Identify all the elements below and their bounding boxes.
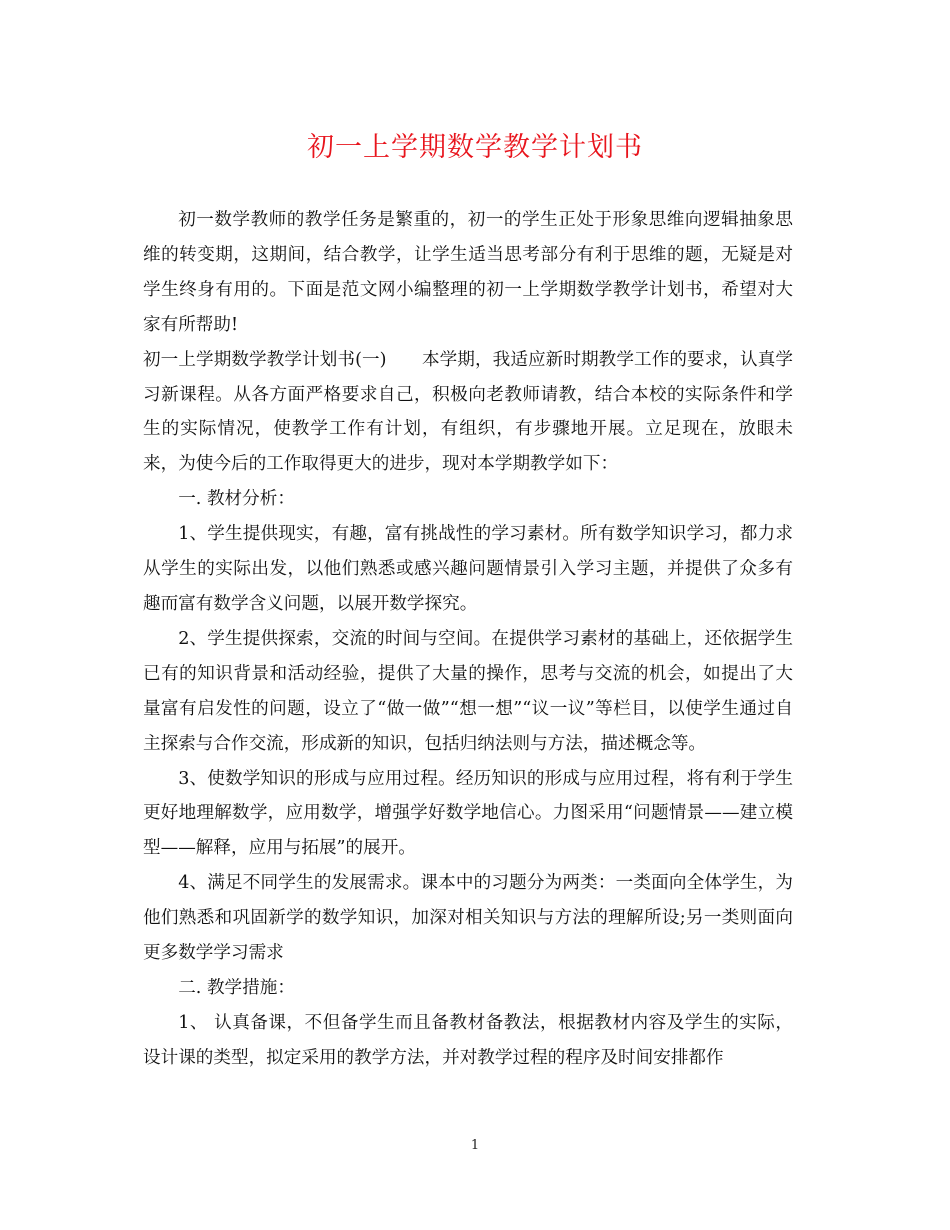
page-number: 1 bbox=[470, 1138, 480, 1153]
intro-paragraph: 初一数学教师的教学任务是繁重的，初一的学生正处于形象思维向逻辑抽象思维的转变期，这期间，结合教学，让学生适当思考部分有利于思维的题，无疑是对学生终身有用的。下面是范文网小编整理的初一上学期数学教学计划书，希望对大家有所帮助! bbox=[143, 210, 793, 335]
materials-item-1: 1、学生提供现实，有趣，富有挑战性的学习素材。所有数学知识学习，都力求从学生的实际出发，以他们熟悉或感兴趣问题情景引入学习主题，并提供了众多有趣而富有数学含义问题，以展开数学探究。 bbox=[143, 524, 793, 614]
plan-one-paragraph: 初一上学期数学教学计划书(一) 本学期，我适应新时期教学工作的要求，认真学习新课程。从各方面严格要求自己，积极向老教师请教，结合本校的实际条件和学生的实际情况，使教学工作有计划，有组织，有步骤地开展。立足现在，放眼未来，为使今后的工作取得更大的进步，现对本学期教学如下： bbox=[143, 349, 793, 475]
materials-item-4: 4、满足不同学生的发展需求。课本中的习题分为两类：一类面向全体学生，为他们熟悉和巩固新学的数学知识，加深对相关知识与方法的理解所设;另一类则面向更多数学学习需求 bbox=[143, 873, 793, 964]
measures-item-1: 1、 认真备课，不但备学生而且备教材备教法，根据教材内容及学生的实际，设计课的类型，拟定采用的教学方法，并对教学过程的程序及时间安排都作 bbox=[143, 1012, 793, 1068]
section-heading-materials: 一. 教材分析： bbox=[178, 489, 295, 510]
document-body bbox=[143, 203, 793, 1076]
materials-item-3: 3、使数学知识的形成与应用过程。经历知识的形成与应用过程，将有利于学生更好地理解数学，应用数学，增强学好数学地信心。力图采用“问题情景——建立模型——解释，应用与拓展”的展开。 bbox=[143, 768, 793, 859]
section-heading-measures: 二. 教学措施： bbox=[178, 977, 295, 998]
materials-item-2: 2、学生提供探索，交流的时间与空间。在提供学习素材的基础上，还依据学生已有的知识背景和活动经验，提供了大量的操作，思考与交流的机会，如提出了大量富有启发性的问题，设立了“做一做”“想一想”“议一议”等栏目，以使学生通过自主探索与合作交流，形成新的知识，包括归纳法则与方法，描述概念等。 bbox=[143, 628, 793, 754]
document-title: 初一上学期数学教学计划书 bbox=[307, 132, 643, 163]
